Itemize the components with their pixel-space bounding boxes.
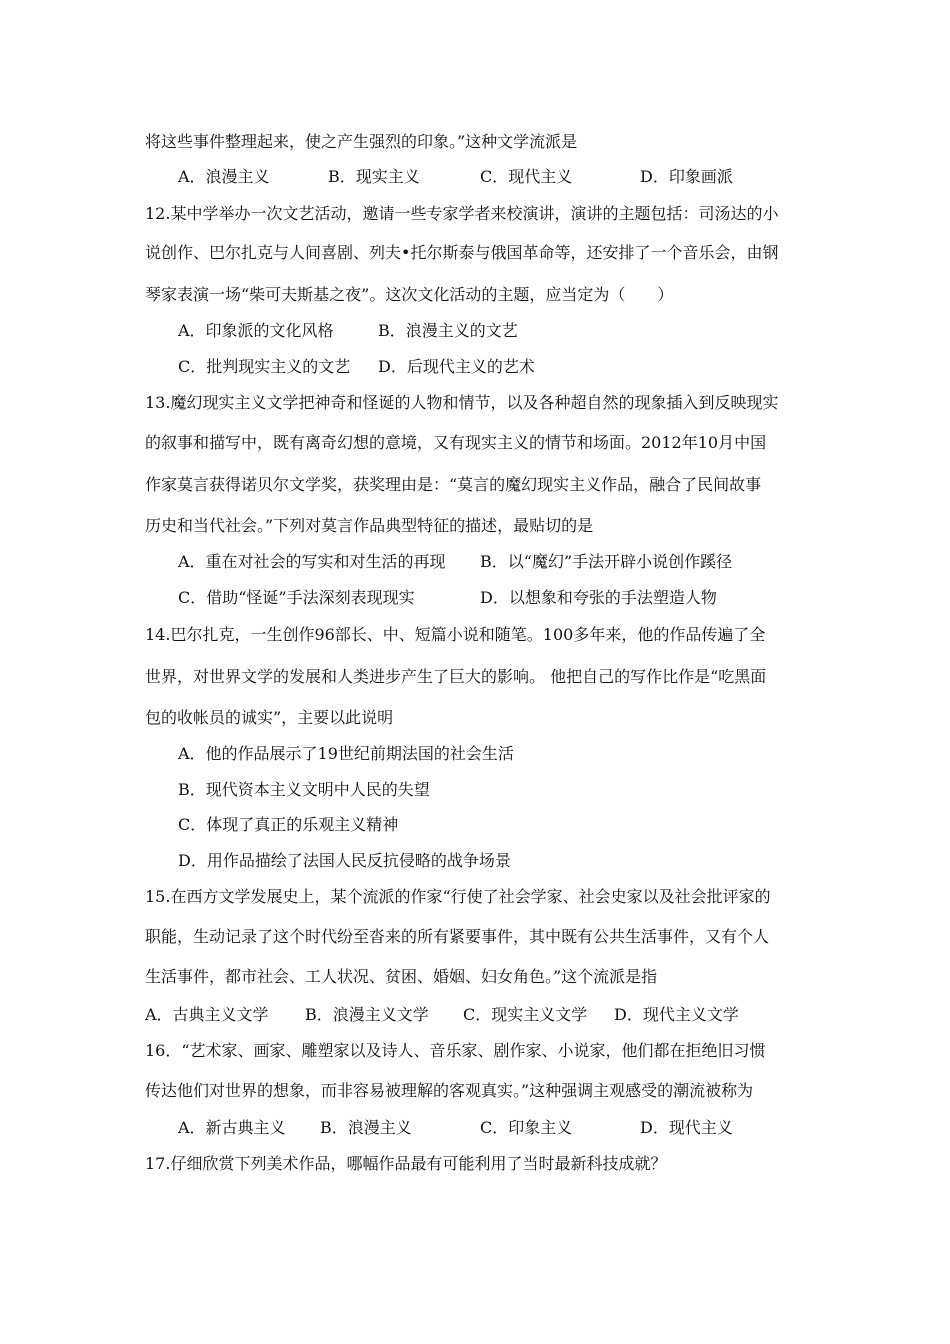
- q14-stem-line-3: 包的收帐员的诚实”，主要以此说明: [145, 708, 394, 727]
- q14-option-b: B．现代资本主义文明中人民的失望: [178, 780, 430, 799]
- q12-option-c: C．批判现实主义的文艺: [178, 357, 351, 376]
- q15-option-b: B．浪漫主义文学: [305, 1005, 429, 1024]
- q13-stem-line-1: 13.魔幻现实主义文学把神奇和怪诞的人物和情节，以及各种超自然的现象插入到反映现实: [145, 393, 779, 412]
- q11-option-b: B．现实主义: [328, 167, 420, 186]
- q12-option-a: A．印象派的文化风格: [178, 321, 334, 340]
- q17-stem-line-1: 17.仔细欣赏下列美术作品，哪幅作品最有可能利用了当时最新科技成就？: [145, 1154, 667, 1173]
- q11-option-c: C．现代主义: [480, 167, 573, 186]
- q15-option-c: C．现实主义文学: [463, 1005, 588, 1024]
- q15-option-a: A．古典主义文学: [145, 1005, 269, 1024]
- q16-stem-line-2: 传达他们对世界的想象，而非容易被理解的客观真实。”这种强调主观感受的潮流被称为: [145, 1081, 754, 1100]
- q15-stem-line-3: 生活事件，都市社会、工人状况、贫困、婚姻、妇女角色。”这个流派是指: [145, 967, 658, 986]
- q15-option-d: D．现代主义文学: [614, 1005, 739, 1024]
- q16-option-d: D．现代主义: [640, 1118, 733, 1137]
- q14-stem-line-1: 14.巴尔扎克，一生创作96部长、中、短篇小说和随笔。100多年来，他的作品传遍了全: [145, 625, 766, 644]
- q14-option-a: A．他的作品展示了19世纪前期法国的社会生活: [178, 744, 514, 763]
- q13-stem-line-3: 作家莫言获得诺贝尔文学奖，获奖理由是：“莫言的魔幻现实主义作品，融合了民间故事: [145, 475, 762, 494]
- q11-option-d: D．印象画派: [640, 167, 733, 186]
- q11-tail-text: 将这些事件整理起来，使之产生强烈的印象。”这种文学流派是: [145, 132, 578, 151]
- q15-stem-line-2: 职能，生动记录了这个时代纷至沓来的所有紧要事件，其中既有公共生活事件，又有个人: [145, 927, 770, 946]
- q12-stem-line-3: 琴家表演一场“柴可夫斯基之夜”。这次文化活动的主题，应当定为（ ）: [145, 285, 674, 304]
- q13-option-c: C．借助“怪诞”手法深刻表现现实: [178, 588, 415, 607]
- q14-option-d: D．用作品描绘了法国人民反抗侵略的战争场景: [178, 851, 511, 870]
- q12-option-d: D．后现代主义的艺术: [378, 357, 535, 376]
- q12-stem-line-2: 说创作、巴尔扎克与人间喜剧、列夫•托尔斯泰与俄国革命等，还安排了一个音乐会，由钢: [145, 243, 779, 262]
- q14-stem-line-2: 世界，对世界文学的发展和人类进步产生了巨大的影响。 他把自己的写作比作是“吃黑面: [145, 667, 767, 686]
- q14-option-c: C．体现了真正的乐观主义精神: [178, 815, 399, 834]
- q13-option-b: B．以“魔幻”手法开辟小说创作蹊径: [480, 552, 733, 571]
- q12-option-b: B．浪漫主义的文艺: [378, 321, 518, 340]
- q16-option-b: B．浪漫主义: [320, 1118, 412, 1137]
- q11-option-a: A．浪漫主义: [178, 167, 270, 186]
- q16-option-c: C．印象主义: [480, 1118, 573, 1137]
- q12-stem-line-1: 12.某中学举办一次文艺活动，邀请一些专家学者来校演讲，演讲的主题包括：司汤达的小: [145, 204, 779, 223]
- q13-stem-line-2: 的叙事和描写中，既有离奇幻想的意境，又有现实主义的情节和场面。2012年10月中国: [145, 433, 767, 452]
- q16-stem-line-1: 16．“艺术家、画家、雕塑家以及诗人、音乐家、剧作家、小说家，他们都在拒绝旧习惯: [145, 1041, 766, 1060]
- q13-option-d: D．以想象和夸张的手法塑造人物: [480, 588, 717, 607]
- q15-stem-line-1: 15.在西方文学发展史上，某个流派的作家“行使了社会学家、社会史家以及社会批评家的: [145, 887, 771, 906]
- q13-option-a: A．重在对社会的写实和对生活的再现: [178, 552, 446, 571]
- q13-stem-line-4: 历史和当代社会。”下列对莫言作品典型特征的描述，最贴切的是: [145, 516, 594, 535]
- q16-option-a: A．新古典主义: [178, 1118, 286, 1137]
